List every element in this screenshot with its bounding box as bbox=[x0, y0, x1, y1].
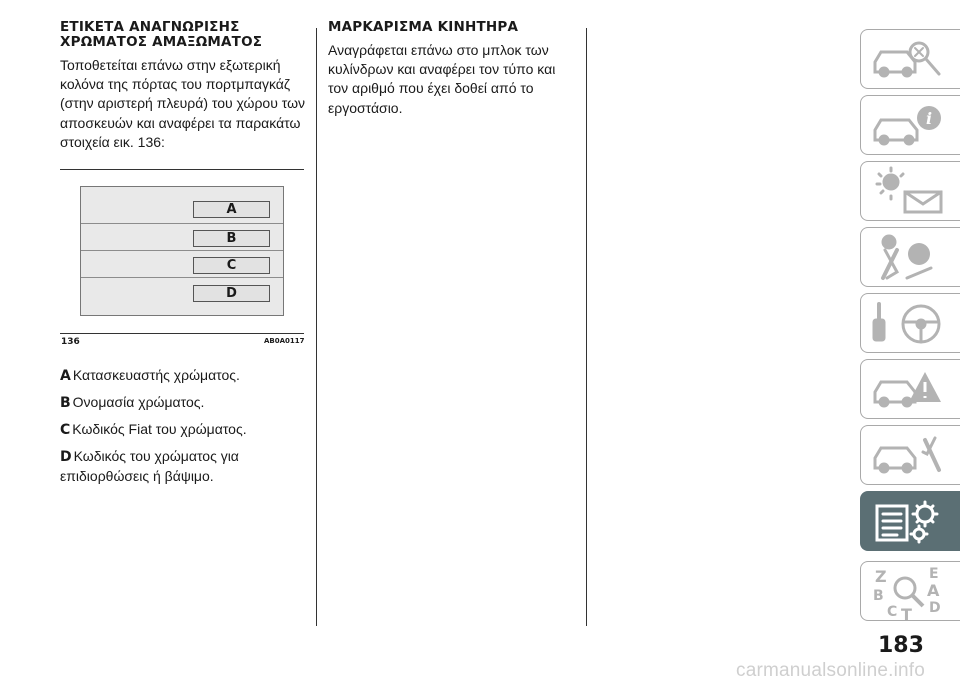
side-tab-7[interactable] bbox=[860, 425, 960, 485]
side-tab-8-active[interactable] bbox=[860, 491, 960, 551]
side-tab-9[interactable] bbox=[860, 561, 960, 621]
seatbelt-airbag-icon bbox=[869, 232, 949, 282]
page-number: 183 bbox=[878, 633, 924, 658]
side-tab-6[interactable] bbox=[860, 359, 960, 419]
side-tab-5[interactable] bbox=[860, 293, 960, 353]
legend-text: Ονομασία χρώματος. bbox=[72, 394, 205, 410]
heading-line-2: ΧΡΩΜΑΤΟΣ ΑΜΑΞΩΜΑΤΟΣ bbox=[60, 34, 263, 50]
figure-number: 136 bbox=[61, 337, 80, 347]
alphabetical-index-icon bbox=[869, 566, 949, 622]
color-label-figure bbox=[80, 186, 284, 316]
side-tab-3[interactable] bbox=[860, 161, 960, 221]
figure-row-line bbox=[81, 223, 283, 224]
index-letter-t: T bbox=[901, 605, 912, 622]
legend-text: Κωδικός Fiat του χρώματος. bbox=[72, 421, 247, 437]
specs-gears-icon bbox=[869, 496, 949, 546]
car-info-icon bbox=[869, 100, 949, 150]
legend-key: A bbox=[60, 368, 71, 384]
figure-row-line bbox=[81, 277, 283, 278]
figure-row-line bbox=[81, 250, 283, 251]
column-divider-1 bbox=[316, 28, 317, 626]
legend-key: C bbox=[60, 422, 71, 438]
key-steering-wheel-icon bbox=[869, 298, 949, 348]
legend-key: B bbox=[60, 395, 71, 411]
legend-key: D bbox=[60, 449, 72, 465]
car-search-icon bbox=[869, 34, 949, 84]
figure-label-b: B bbox=[193, 230, 270, 247]
legend-item bbox=[60, 366, 310, 386]
right-column bbox=[328, 20, 578, 118]
engine-marking-heading: ΜΑΡΚΑΡΙΣΜΑ ΚΙΝΗΤΗΡΑ bbox=[328, 19, 519, 35]
watermark: carmanualsonline.info bbox=[736, 660, 926, 681]
legend-item bbox=[60, 420, 310, 440]
figure-label-d: D bbox=[193, 285, 270, 302]
figure-label-a: A bbox=[193, 201, 270, 218]
side-tab-1[interactable] bbox=[860, 29, 960, 89]
figure-label-c: C bbox=[193, 257, 270, 274]
legend-text: Κωδικός του χρώματος για επιδιορθώσεις ή βάψιμο. bbox=[60, 448, 239, 484]
figure-bottom-rule bbox=[60, 333, 304, 334]
index-letter-b: B bbox=[873, 588, 884, 604]
heading-line-1: ΕΤΙΚΕΤΑ ΑΝΑΓΝΩΡΙΣΗΣ bbox=[60, 19, 240, 35]
column-divider-2 bbox=[586, 28, 587, 626]
warning-light-envelope-icon bbox=[869, 166, 949, 216]
side-tab-2[interactable] bbox=[860, 95, 960, 155]
legend-item bbox=[60, 447, 310, 486]
svg-text:i: i bbox=[925, 109, 933, 128]
engine-marking-paragraph: Αναγράφεται επάνω στο μπλοκ των κυλίνδρων και αναφέρει τον τύπο και τον αριθμό που έχει δοθεί από το εργοστάσιο. bbox=[328, 42, 556, 116]
index-letter-a: A bbox=[927, 581, 940, 600]
index-letter-z: Z bbox=[875, 567, 887, 586]
legend-item bbox=[60, 393, 310, 413]
side-tab-4[interactable] bbox=[860, 227, 960, 287]
car-wrench-icon bbox=[869, 430, 949, 480]
legend-text: Κατασκευαστής χρώματος. bbox=[72, 367, 240, 383]
index-letter-d: D bbox=[929, 600, 941, 616]
car-warning-icon bbox=[869, 364, 949, 414]
index-letter-c: C bbox=[887, 604, 898, 620]
body-color-label-paragraph: Τοποθετείται επάνω στην εξωτερική κολόνα της πόρτας του πορτμπαγκάζ (στην αριστερή πλευρά) του χώρου των αποσκευών και αναφέρει τα παρακάτω στοιχεία εικ. 136: bbox=[60, 57, 306, 150]
left-column bbox=[60, 20, 308, 152]
body-color-label-heading bbox=[60, 20, 308, 50]
figure-legend bbox=[60, 366, 310, 493]
index-letter-e: E bbox=[929, 566, 939, 582]
figure-code: AB0A0117 bbox=[264, 337, 305, 345]
figure-top-rule bbox=[60, 169, 304, 170]
